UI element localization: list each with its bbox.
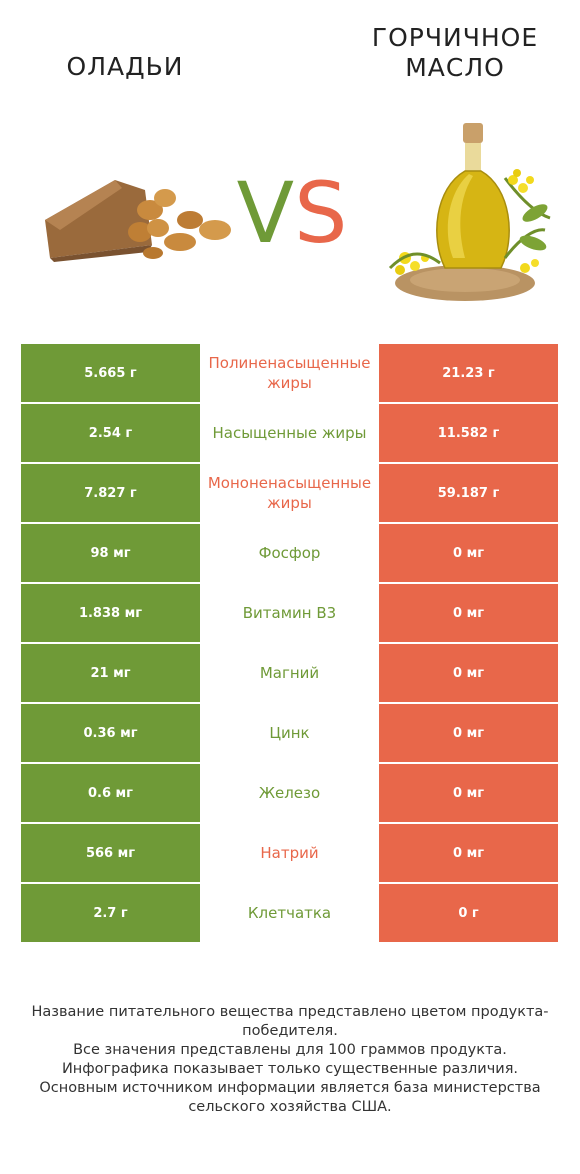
right-value: 59.187 г <box>379 464 558 522</box>
left-value: 1.838 мг <box>21 584 200 642</box>
nutrient-name: Клетчатка <box>200 884 379 942</box>
nutrient-name: Витамин B3 <box>200 584 379 642</box>
nutrient-name: Мононенасыщенные жиры <box>200 464 379 522</box>
left-value: 2.54 г <box>21 404 200 462</box>
right-value: 11.582 г <box>379 404 558 462</box>
fritters-bag-image <box>40 170 240 270</box>
mustard-oil-bottle-image <box>385 118 555 308</box>
vs-s-letter: S <box>294 164 348 262</box>
footer-notes <box>20 1003 560 1117</box>
right-value: 21.23 г <box>379 344 558 402</box>
table-row <box>21 764 558 822</box>
table-row <box>21 824 558 882</box>
left-value: 98 мг <box>21 524 200 582</box>
right-value: 0 мг <box>379 704 558 762</box>
left-value: 566 мг <box>21 824 200 882</box>
left-value: 21 мг <box>21 644 200 702</box>
footer-line-winner-color: Название питательного вещества представлено цветом продукта-победителя. <box>31 1004 549 1039</box>
vs-label <box>222 164 362 262</box>
nutrient-name: Железо <box>200 764 379 822</box>
footer-line-source: Основным источником информации является база министерства сельского хозяйства США. <box>39 1080 541 1115</box>
nutrient-name: Цинк <box>200 704 379 762</box>
right-value: 0 мг <box>379 584 558 642</box>
right-value: 0 мг <box>379 524 558 582</box>
table-row <box>21 404 558 462</box>
right-value: 0 г <box>379 884 558 942</box>
footer-line-per-100g: Все значения представлены для 100 граммов продукта. <box>73 1042 507 1058</box>
nutrient-name: Полиненасыщенные жиры <box>200 344 379 402</box>
table-row <box>21 704 558 762</box>
left-value: 2.7 г <box>21 884 200 942</box>
table-row <box>21 524 558 582</box>
footer-line-significant: Инфографика показывает только существенные различия. <box>61 1061 519 1077</box>
right-product-title: ГОРЧИЧНОЕ МАСЛО <box>371 23 539 82</box>
table-row <box>21 644 558 702</box>
right-value: 0 мг <box>379 824 558 882</box>
nutrient-name: Магний <box>200 644 379 702</box>
nutrient-name: Натрий <box>200 824 379 882</box>
table-row <box>21 884 558 942</box>
left-value: 0.36 мг <box>21 704 200 762</box>
left-product-title: ОЛАДЬИ <box>66 52 184 81</box>
left-value: 5.665 г <box>21 344 200 402</box>
nutrient-name: Фосфор <box>200 524 379 582</box>
table-row <box>21 584 558 642</box>
right-value: 0 мг <box>379 764 558 822</box>
table-row <box>21 344 558 402</box>
left-value: 7.827 г <box>21 464 200 522</box>
left-value: 0.6 мг <box>21 764 200 822</box>
vs-v-letter: V <box>236 164 295 262</box>
table-row <box>21 464 558 522</box>
nutrient-name: Насыщенные жиры <box>200 404 379 462</box>
right-value: 0 мг <box>379 644 558 702</box>
